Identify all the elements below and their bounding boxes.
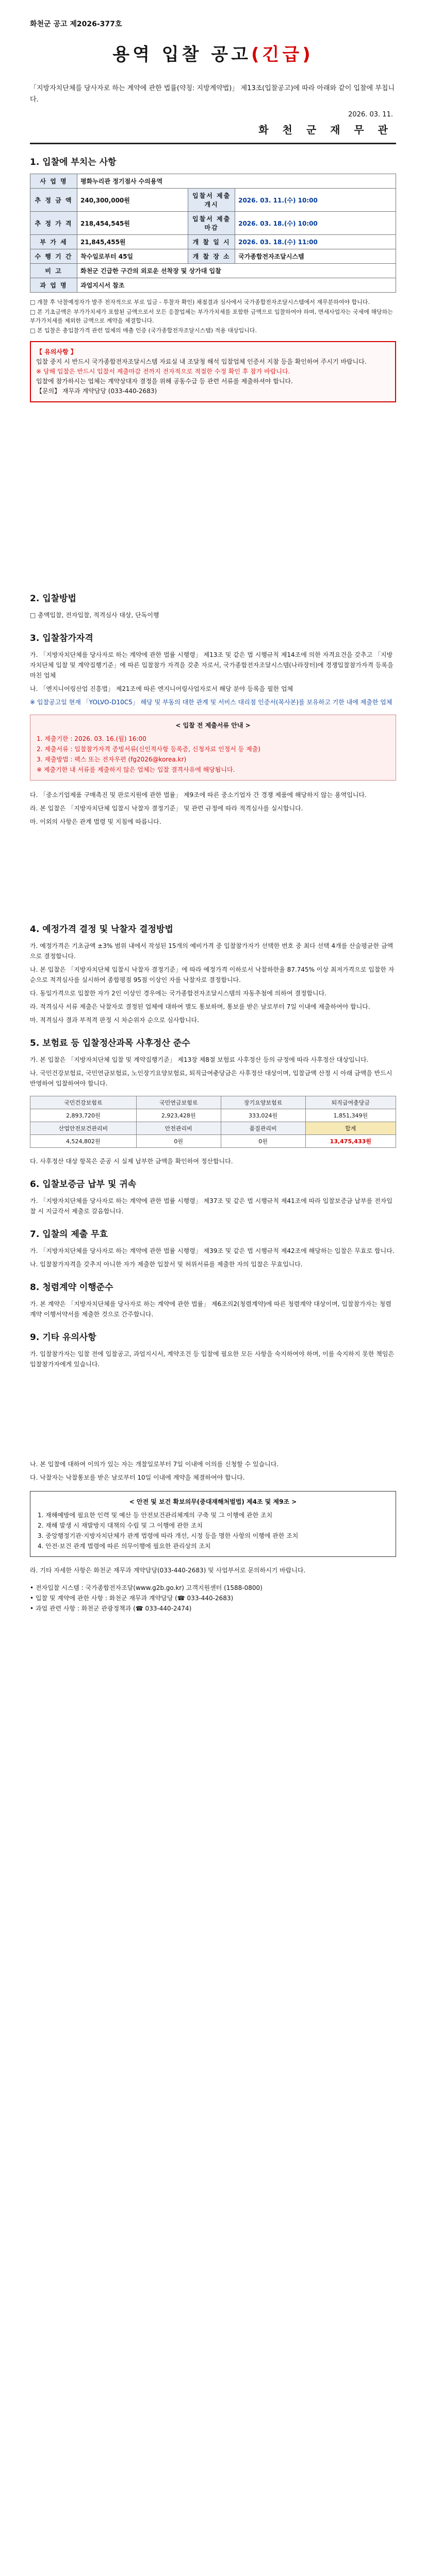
- box-line: 3. 중앙행정기관·지방자치단체가 관계 법령에 따라 개선, 시정 등을 명한 사항의 이행에 관한 조치: [38, 1532, 299, 1539]
- table-value: 2026. 03. 11.(수) 10:00: [235, 189, 396, 212]
- paragraph: 다. 「중소기업제품 구매촉진 및 판로지원에 관한 법률」 제9조에 따른 중소기업자 간 경쟁 제품에 해당하지 않는 용역입니다.: [30, 791, 367, 799]
- table-value: 2026. 03. 18.(수) 11:00: [235, 235, 396, 249]
- table-header: 합계: [305, 1122, 396, 1135]
- paragraph: 가. 본 계약은 「지방자치단체를 당사자로 하는 계약에 관한 법률」 제6조의2(청렴계약)에 따른 청렴계약 대상이며, 입찰참가자는 청렴계약 이행서약서를 제출한 것으로 간주합니다.: [30, 1300, 391, 1318]
- table-cell: 2,893,720원: [30, 1109, 137, 1122]
- section-3-body-cont: [30, 790, 396, 827]
- blank-space: [30, 1377, 396, 1454]
- table-cell-total: 13,475,433원: [305, 1135, 396, 1148]
- blank-space: [30, 834, 396, 911]
- section-5-body: [30, 1055, 396, 1089]
- section-9-body-end: [30, 1565, 396, 1575]
- box-line: 3. 제출방법 : 팩스 또는 전자우편 (fg2026@korea.kr): [37, 756, 187, 763]
- paragraph: 다. 낙찰자는 낙찰통보를 받은 날로부터 10일 이내에 계약을 체결하여야 합니다.: [30, 1474, 245, 1481]
- table-label: 부 가 세: [30, 235, 77, 249]
- table-value: 과업지시서 참조: [77, 278, 396, 293]
- title-main: 용역 입찰 공고: [112, 44, 251, 65]
- notice-date: 2026. 03. 11.: [348, 111, 393, 118]
- table-label: 추 정 가 격: [30, 212, 77, 235]
- box-line: 2. 재해 발생 시 재발방지 대책의 수립 및 그 이행에 관한 조치: [38, 1522, 203, 1529]
- table-label: 추 정 금 액: [30, 189, 77, 212]
- table-header: 품질관리비: [221, 1122, 305, 1135]
- table-row: [30, 235, 396, 249]
- paragraph: 가. 「지방자치단체를 당사자로 하는 계약에 관한 법률 시행령」 제39조 및 같은 법 시행규칙 제42조에 해당하는 입찰은 무효로 합니다.: [30, 1247, 395, 1255]
- paragraph: 나. 「엔지니어링산업 진흥법」 제21조에 따른 엔지니어링사업자로서 해당 분야 등록을 필한 업체: [30, 685, 293, 692]
- note-item: □ 개찰 후 낙찰예정자가 발주 전자적으로 부로 입금 - 투찰자 확인) 채점결과 심사에서 국가종합전자조달시스템에서 재무분하여야 합니다.: [30, 299, 370, 306]
- table-row: [30, 1135, 396, 1148]
- title-urgent-tag: (긴급): [251, 44, 314, 65]
- table-row: [30, 264, 396, 278]
- table-cell: 4,524,802원: [30, 1135, 137, 1148]
- table-label: 개 찰 일 시: [188, 235, 235, 249]
- paragraph-highlight: ※ 입찰공고일 현재 「YOLVO-D10C5」 해당 및 부동의 대한 관계 및 서비스 대리점 인증서(복사본)를 보유하고 기한 내에 제출한 업체: [30, 699, 392, 706]
- divider: [30, 143, 396, 144]
- table-cell: 333,024원: [221, 1109, 305, 1122]
- table-cell: 1,851,349원: [305, 1109, 396, 1122]
- caution-contact: 【문의】 재무과 계약담당 (033-440-2683): [36, 387, 157, 395]
- paragraph: 라. 기타 자세한 사항은 화천군 재무과 계약담당(033-440-2683) 및 사업부서로 문의하시기 바랍니다.: [30, 1567, 306, 1574]
- box-line: 1. 제출기한 : 2026. 03. 16.(월) 16:00: [37, 735, 146, 742]
- contact-item: • 과업 관련 사항 : 화천군 관광정책과 (☎ 033-440-2474): [30, 1605, 192, 1612]
- table-header: 안전관리비: [136, 1122, 221, 1135]
- bid-method-line: □ 총액입찰, 전자입찰, 적격심사 대상, 단독이행: [30, 612, 159, 619]
- caution-box: [30, 341, 396, 402]
- table-label: 과 업 명: [30, 278, 77, 293]
- paragraph: 라. 본 입찰은 「지방자치단체 입찰시 낙찰자 결정기준」 및 관련 규정에 따라 적격심사를 실시합니다.: [30, 805, 303, 812]
- table-cell: 2,923,428원: [136, 1109, 221, 1122]
- section-7-title: 7. 입찰의 제출 무효: [30, 1229, 108, 1240]
- contact-list: [30, 1583, 396, 1614]
- table-cell: 0원: [136, 1135, 221, 1148]
- table-header: 산업안전보건관리비: [30, 1122, 137, 1135]
- section-1-title: 1. 입찰에 부치는 사항: [30, 157, 117, 167]
- contact-item: • 입찰 및 계약에 관한 사항 : 화천군 재무과 계약담당 (☎ 033-440-2683): [30, 1595, 234, 1602]
- table-value: 240,300,000원: [77, 189, 188, 212]
- insurance-fee-table: [30, 1096, 396, 1148]
- table-label: 사 업 명: [30, 174, 77, 189]
- table-row: [30, 212, 396, 235]
- table-value: 착수일로부터 45일: [77, 249, 188, 264]
- paragraph: 다. 동일가격으로 입찰한 자가 2인 이상인 경우에는 국가종합전자조달시스템의 자동추첨에 의하여 결정합니다.: [30, 990, 327, 997]
- table-label: 개 찰 장 소: [188, 249, 235, 264]
- paragraph: 가. 「지방자치단체를 당사자로 하는 계약에 관한 법률 시행령」 제37조 및 같은 법 시행규칙 제41조에 따라 입찰보증금 납부를 전자입찰 시 지급각서 제출로 갈음합니다.: [30, 1197, 392, 1215]
- section-6-title: 6. 입찰보증금 납부 및 귀속: [30, 1179, 137, 1190]
- blank-space: [30, 411, 396, 581]
- section-1-notes: [30, 298, 396, 335]
- section-7-body: [30, 1246, 396, 1269]
- box-line: 1. 재해예방에 필요한 인력 및 예산 등 안전보건관리체계의 구축 및 그 이행에 관한 조치: [38, 1512, 273, 1519]
- paragraph: 가. 「지방자치단체를 당사자로 하는 계약에 관한 법률 시행령」 제13조 및 같은 법 시행규칙 제14조에 의한 자격요건을 갖추고 「지방자치단체 입찰 및 계약집행기준」에 따른 입찰참가 자격을 갖춘 자로서, 국가종합전자조달시스템(나라장터)에 경쟁입찰참가자격 등록을 마친 업체: [30, 651, 394, 679]
- issuing-org: 화 천 군 재 무 관: [258, 124, 393, 136]
- table-value: 21,845,455원: [77, 235, 188, 249]
- section-2-title: 2. 입찰방법: [30, 594, 76, 604]
- table-label: 입찰서 제출 개시: [188, 189, 235, 212]
- table-value: 국가종합전자조달시스템: [235, 249, 396, 264]
- section-5-body-cont: [30, 1156, 396, 1166]
- intro-text: 「지방자치단체를 당사자로 하는 계약에 관한 법률(약칭: 지방계약법)」 제13조(입찰공고)에 따라 아래와 같이 입찰에 부칩니다.: [30, 84, 395, 104]
- table-row: [30, 249, 396, 264]
- paragraph: 가. 입찰참가자는 입찰 전에 입찰공고, 과업지시서, 계약조건 등 입찰에 필요한 모든 사항을 숙지하여야 하며, 이를 숙지하지 못한 책임은 입찰참가자에게 있습니다.: [30, 1350, 395, 1368]
- paragraph: 나. 본 입찰은 「지방자치단체 입찰시 낙찰자 결정기준」에 따라 예정가격 이하로서 낙찰하한율 87.745% 이상 최저가격으로 입찰한 자 순으로 적격심사를 실시하여 종합평점 95점 이상인 자를 낙찰자로 결정합니다.: [30, 966, 395, 984]
- pre-submission-box: [30, 715, 396, 781]
- table-header: 국민건강보험료: [30, 1096, 137, 1109]
- paragraph: 가. 예정가격은 기초금액 ±3% 범위 내에서 작성된 15개의 예비가격 중 입찰참가자가 선택한 번호 중 최다 선택 4개를 산술평균한 금액으로 결정합니다.: [30, 942, 394, 960]
- section-9-body: [30, 1349, 396, 1369]
- table-header: 퇴직급여충당금: [305, 1096, 396, 1109]
- section-4-title: 4. 예정가격 결정 및 낙찰자 결정방법: [30, 924, 173, 935]
- section-3-body: [30, 650, 396, 707]
- note-item: □ 본 입찰은 총입찰가격 관련 업체의 매출 인증 (국가종합전자조달시스템) 적용 대상입니다.: [30, 327, 257, 334]
- paragraph: 다. 사후정산 대상 항목은 준공 시 실제 납부한 금액을 확인하여 정산합니다.: [30, 1158, 233, 1165]
- paragraph: 마. 적격심사 결과 부적격 판정 시 차순위자 순으로 심사합니다.: [30, 1016, 199, 1024]
- table-row: [30, 174, 396, 189]
- caution-heading: 【 유의사항 】: [36, 348, 77, 355]
- box-line: 4. 안전·보건 관계 법령에 따른 의무이행에 필요한 관리상의 조치: [38, 1543, 211, 1550]
- page-title: [30, 40, 396, 65]
- safety-duty-box: [30, 1491, 396, 1557]
- table-value: 218,454,545원: [77, 212, 188, 235]
- section-9-title: 9. 기타 유의사항: [30, 1332, 96, 1343]
- box-title: < 입찰 전 제출서류 안내 >: [175, 722, 251, 729]
- section-9-body-cont: [30, 1459, 396, 1483]
- box-line: 2. 제출서류 : 입찰참가자격 증빙서류(신인적사항 등록증, 신청자료 인정서 등 제출): [37, 745, 260, 753]
- caution-line-highlight: ※ 당해 입찰은 반드시 입찰서 제출마감 전까지 전자적으로 적절한 수정 확인 후 참가 바랍니다.: [36, 368, 290, 375]
- paragraph: 마. 이외의 사항은 관계 법령 및 지침에 따릅니다.: [30, 818, 161, 825]
- paragraph: 라. 적격심사 서류 제출은 낙찰자로 결정된 업체에 대하여 별도 통보하며, 통보를 받은 날로부터 7일 이내에 제출하여야 합니다.: [30, 1003, 370, 1010]
- table-label: 수 행 기 간: [30, 249, 77, 264]
- section-4-body: [30, 941, 396, 1025]
- table-row: [30, 278, 396, 293]
- section-5-title: 5. 보험료 등 입찰정산과목 사후정산 준수: [30, 1038, 190, 1048]
- caution-line: 입찰에 참가하시는 업체는 계약상대자 결정을 위해 공동수급 등 관련 서류를 제출하셔야 합니다.: [36, 378, 293, 385]
- table-header: 장기요양보험료: [221, 1096, 305, 1109]
- table-value: 화천군 긴급한 구간의 외로운 선착장 및 상가대 입찰: [77, 264, 396, 278]
- section-2-body: [30, 610, 396, 620]
- table-value: 평화누리관 정기점사 수의용역: [77, 174, 396, 189]
- table-label: 비 고: [30, 264, 77, 278]
- section-6-body: [30, 1196, 396, 1216]
- section-8-title: 8. 청렴계약 이행준수: [30, 1282, 113, 1293]
- table-header: 국민연금보험료: [136, 1096, 221, 1109]
- caution-line: 입찰 중지 시 반드시 국가종합전자조달시스템 자료실 내 조달청 해석 입찰업체 인증서 지참 등을 확인하여 주시기 바랍니다.: [36, 358, 367, 365]
- section-3-title: 3. 입찰참가자격: [30, 633, 93, 643]
- section-8-body: [30, 1299, 396, 1319]
- table-row: [30, 1096, 396, 1109]
- notice-number: 화천군 공고 제2026-377호: [30, 20, 122, 28]
- paragraph: 가. 본 입찰은 「지방자치단체 입찰 및 계약집행기준」 제13장 제8절 보험료 사후정산 등의 규정에 따라 사후정산 대상입니다.: [30, 1056, 369, 1063]
- table-row: [30, 1122, 396, 1135]
- table-value: 2026. 03. 18.(수) 10:00: [235, 212, 396, 235]
- table-row: [30, 189, 396, 212]
- note-item: □ 본 기초금액은 부가가치세가 포함된 금액으로서 모든 응찰업체는 부가가치세를 포함한 금액으로 입찰하여야 하며, 면세사업자는 국세에 해당하는 부가가치세를 제외한 금액으로 계약을 체결합니다.: [30, 309, 393, 324]
- paragraph: 나. 입찰참가자격을 갖추지 아니한 자가 제출한 입찰서 및 허위서류를 제출한 자의 입찰은 무효입니다.: [30, 1261, 303, 1268]
- table-cell: 0원: [221, 1135, 305, 1148]
- paragraph: 나. 국민건강보험료, 국민연금보험료, 노인장기요양보험료, 퇴직급여충당금은 사후정산 대상이며, 입찰금액 산정 시 아래 금액을 반드시 반영하여 입찰하여야 합니다.: [30, 1070, 392, 1087]
- table-label: 입찰서 제출 마감: [188, 212, 235, 235]
- contact-item: • 전자입찰 시스템 : 국가종합전자조달(www.g2b.go.kr) 고객지원센터 (1588-0800): [30, 1584, 263, 1591]
- paragraph: 나. 본 입찰에 대하여 이의가 있는 자는 개찰일로부터 7일 이내에 이의를 신청할 수 있습니다.: [30, 1461, 279, 1468]
- box-title: < 안전 및 보건 확보의무(중대재해처벌법) 제4조 및 제9조 >: [129, 1498, 297, 1505]
- bid-info-table: [30, 174, 396, 293]
- box-line: ※ 제출기한 내 서류를 제출하지 않은 업체는 입찰 결격사유에 해당됩니다.: [37, 766, 235, 773]
- table-row: [30, 1109, 396, 1122]
